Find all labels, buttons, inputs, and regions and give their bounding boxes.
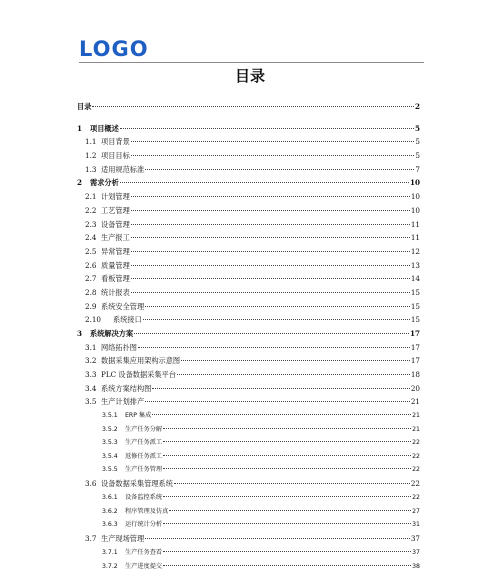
toc-entry-title: 适用规范标准	[101, 165, 145, 174]
toc-entry-page: 17	[409, 329, 420, 338]
toc-entry[interactable]	[102, 410, 420, 422]
toc-entry-page: 27	[412, 508, 420, 515]
toc-entry-number: 3.5.4	[102, 453, 118, 460]
toc-entry-page: 11	[410, 233, 420, 242]
toc-entry[interactable]	[85, 205, 420, 217]
toc-entry[interactable]	[85, 396, 420, 408]
toc-entry-title: 网络拓扑图	[101, 343, 137, 352]
toc-entry-number: 3.2	[85, 356, 97, 365]
toc-entry-number: 3.5.3	[102, 439, 118, 446]
toc-entry-number: 3.4	[85, 384, 97, 393]
toc-entry[interactable]	[85, 355, 420, 367]
toc-leader-dots	[131, 141, 415, 142]
toc-entry[interactable]	[102, 561, 420, 573]
toc-entry-number: 1	[77, 124, 83, 133]
toc-entry-number: 1.3	[85, 165, 97, 174]
toc-leader-dots	[169, 510, 411, 511]
toc-entry[interactable]	[102, 547, 420, 559]
toc-entry[interactable]	[102, 519, 420, 531]
toc-entry-title: 看板管理	[101, 274, 130, 283]
toc-leader-dots	[120, 128, 414, 129]
toc-entry-number: 2.9	[85, 302, 97, 311]
toc-leader-dots	[163, 523, 411, 524]
toc-entry-number: 2.6	[85, 261, 97, 270]
toc-leader-dots	[131, 210, 410, 211]
toc-entry-page: 38	[412, 563, 420, 570]
toc-entry-page: 31	[412, 521, 420, 528]
toc-leader-dots	[174, 483, 410, 484]
toc-entry-number: 2	[77, 178, 83, 187]
toc-entry-page: 12	[410, 247, 420, 256]
toc-entry[interactable]	[85, 246, 420, 258]
toc-leader-dots	[131, 155, 415, 156]
toc-entry[interactable]	[85, 232, 420, 244]
toc-entry-page: 10	[410, 206, 420, 215]
toc-entry[interactable]	[102, 424, 420, 436]
toc-entry[interactable]	[77, 101, 420, 113]
toc-entry[interactable]	[102, 506, 420, 518]
toc-entry-title: 设备数据采集管理系统	[101, 479, 173, 488]
toc-entry-title: 生产任务分解	[125, 426, 163, 433]
toc-entry-page: 37	[410, 534, 420, 543]
toc-entry-page: 15	[410, 302, 420, 311]
toc-entry[interactable]	[102, 451, 420, 463]
toc-entry-title: 需求分析	[90, 178, 119, 187]
toc-entry-number: 1.2	[85, 151, 97, 160]
toc-entry-number: 2.4	[85, 233, 97, 242]
toc-entry-page: 10	[410, 192, 420, 201]
toc-entry-page: 15	[410, 288, 420, 297]
toc-entry-page: 17	[410, 343, 420, 352]
toc-leader-dots	[152, 414, 411, 415]
toc-entry-number: 3.5.1	[102, 412, 118, 419]
toc-leader-dots	[134, 333, 409, 334]
toc-entry-page: 21	[410, 397, 420, 406]
toc-entry-title: 统计报表	[101, 288, 130, 297]
toc-leader-dots	[163, 468, 411, 469]
toc-entry-page: 22	[412, 466, 420, 473]
toc-entry[interactable]	[102, 464, 420, 476]
toc-leader-dots	[145, 306, 410, 307]
toc-entry-title: 生产报工	[101, 233, 130, 242]
toc-entry-page: 5	[415, 137, 420, 146]
toc-entry[interactable]	[85, 260, 420, 272]
toc-entry-page: 17	[410, 356, 420, 365]
toc-entry-page: 18	[410, 370, 420, 379]
toc-entry-number: 2.10	[85, 315, 102, 324]
toc-entry-title: 质量管理	[101, 261, 130, 270]
toc-entry-page: 11	[410, 220, 420, 229]
toc-entry-number: 3.6.1	[102, 494, 118, 501]
toc-entry-title: 系统接口	[113, 315, 142, 324]
toc-entry-title: 设备管理	[101, 220, 130, 229]
toc-entry[interactable]	[85, 478, 420, 490]
toc-entry-page: 22	[412, 439, 420, 446]
toc-entry-title: 生产任务派工	[125, 439, 163, 446]
toc-entry-number: 3.3	[85, 370, 97, 379]
logo: LOGO	[79, 37, 149, 61]
toc-entry-page: 14	[410, 274, 420, 283]
toc-entry[interactable]	[85, 164, 420, 176]
toc-entry-title: PLC 设备数据采集平台	[101, 370, 176, 379]
toc-entry-title: ERP 集成	[125, 412, 152, 419]
toc-leader-dots	[131, 265, 410, 266]
toc-leader-dots	[177, 374, 410, 375]
toc-entry-title: 运行统计分析	[125, 521, 163, 528]
toc-leader-dots	[120, 182, 409, 183]
toc-entry-number: 2.5	[85, 247, 97, 256]
toc-leader-dots	[163, 441, 411, 442]
toc-entry-title: 工艺管理	[101, 206, 130, 215]
toc-leader-dots	[145, 169, 414, 170]
toc-entry-number: 2.8	[85, 288, 97, 297]
toc-entry-number: 2.7	[85, 274, 97, 283]
toc-entry[interactable]	[85, 136, 420, 148]
page-title: 目录	[234, 67, 265, 85]
toc-leader-dots	[131, 196, 410, 197]
toc-leader-dots	[163, 455, 411, 456]
toc-leader-dots	[163, 551, 411, 552]
toc-entry[interactable]	[85, 301, 420, 313]
toc-entry[interactable]	[85, 383, 420, 395]
toc-entry[interactable]	[85, 150, 420, 162]
toc-entry[interactable]	[85, 342, 420, 354]
toc-entry-page: 15	[410, 315, 420, 324]
toc-entry-number: 2.1	[85, 192, 97, 201]
toc-entry-title: 生产现场管理	[101, 534, 145, 543]
toc-leader-dots	[131, 251, 410, 252]
toc-entry-title: 项目概述	[90, 124, 119, 133]
toc-leader-dots	[131, 237, 410, 238]
toc-leader-dots	[131, 224, 410, 225]
toc-entry[interactable]	[85, 533, 420, 545]
toc-entry-title: 项目背景	[101, 137, 130, 146]
toc-entry-title: 系统解决方案	[90, 329, 134, 338]
toc-entry-page: 10	[409, 178, 420, 187]
toc-leader-dots	[145, 401, 410, 402]
toc-entry-number: 3.1	[85, 343, 97, 352]
toc-entry-page: 22	[412, 494, 420, 501]
toc-entry[interactable]	[77, 123, 420, 135]
toc-entry-page: 7	[415, 165, 420, 174]
toc-leader-dots	[131, 292, 410, 293]
toc-entry-page: 21	[412, 426, 420, 433]
toc-leader-dots	[152, 388, 410, 389]
toc-entry-title: 系统方案结构图	[101, 384, 152, 393]
toc-entry-number: 3.7	[85, 534, 97, 543]
toc-entry-number: 2.3	[85, 220, 97, 229]
toc-entry-page: 2	[414, 102, 420, 111]
toc-entry-page: 22	[412, 453, 420, 460]
toc-leader-dots	[131, 278, 410, 279]
toc-entry-page: 21	[412, 412, 420, 419]
toc-leader-dots	[92, 106, 414, 107]
toc-entry[interactable]	[85, 273, 420, 285]
toc-entry-number: 3.6.3	[102, 521, 118, 528]
toc-entry-number: 3.5	[85, 397, 97, 406]
toc-entry-title: 计划管理	[101, 192, 130, 201]
toc-entry[interactable]	[85, 219, 420, 231]
toc-entry[interactable]	[77, 328, 420, 340]
header-divider	[79, 62, 424, 63]
toc-entry-number: 1.1	[85, 137, 97, 146]
toc-entry-page: 13	[410, 261, 420, 270]
toc-leader-dots	[163, 565, 411, 566]
toc-leader-dots	[163, 496, 411, 497]
toc-entry-number: 3.5.2	[102, 426, 118, 433]
toc-entry[interactable]	[77, 177, 420, 189]
toc-leader-dots	[145, 538, 410, 539]
toc-entry-title: 返修任务派工	[125, 453, 163, 460]
toc-entry-title: 系统安全管理	[101, 302, 145, 311]
toc-entry[interactable]	[102, 437, 420, 449]
toc-entry-number: 3.7.1	[102, 549, 118, 556]
toc-entry-number: 3.7.2	[102, 563, 118, 570]
toc-entry-title: 设备监控系统	[125, 494, 163, 501]
toc-entry-title: 生产任务查看	[125, 549, 163, 556]
toc-leader-dots	[138, 347, 410, 348]
toc-entry[interactable]	[85, 287, 420, 299]
toc-entry-number: 3.6	[85, 479, 97, 488]
toc-entry-title: 生产进度提交	[125, 563, 163, 570]
toc-entry-title: 生产计划排产	[101, 397, 145, 406]
toc-entry-title: 生产任务管理	[125, 466, 163, 473]
toc-entry-title: 目录	[77, 102, 92, 111]
toc-entry-title: 项目目标	[101, 151, 130, 160]
toc-entry-page: 5	[415, 151, 420, 160]
toc-entry-number: 2.2	[85, 206, 97, 215]
toc-entry[interactable]	[85, 314, 420, 326]
toc-leader-dots	[163, 428, 411, 429]
toc-leader-dots	[143, 319, 410, 320]
toc-entry-number: 3	[77, 329, 83, 338]
toc-entry-page: 20	[410, 384, 420, 393]
toc-entry-page: 5	[414, 124, 420, 133]
toc-entry-number: 3.6.2	[102, 508, 118, 515]
toc-entry-title: 数据采集应用架构示意图	[101, 356, 181, 365]
toc-entry[interactable]	[85, 191, 420, 203]
toc-entry-page: 22	[410, 479, 420, 488]
toc-entry-title: 程序管理及仿真	[125, 508, 169, 515]
toc-entry-number: 3.5.5	[102, 466, 118, 473]
toc-entry-page: 37	[412, 549, 420, 556]
toc-entry-title: 异常管理	[101, 247, 130, 256]
toc-entry[interactable]	[102, 492, 420, 504]
toc-entry[interactable]	[85, 369, 420, 381]
toc-leader-dots	[181, 360, 410, 361]
